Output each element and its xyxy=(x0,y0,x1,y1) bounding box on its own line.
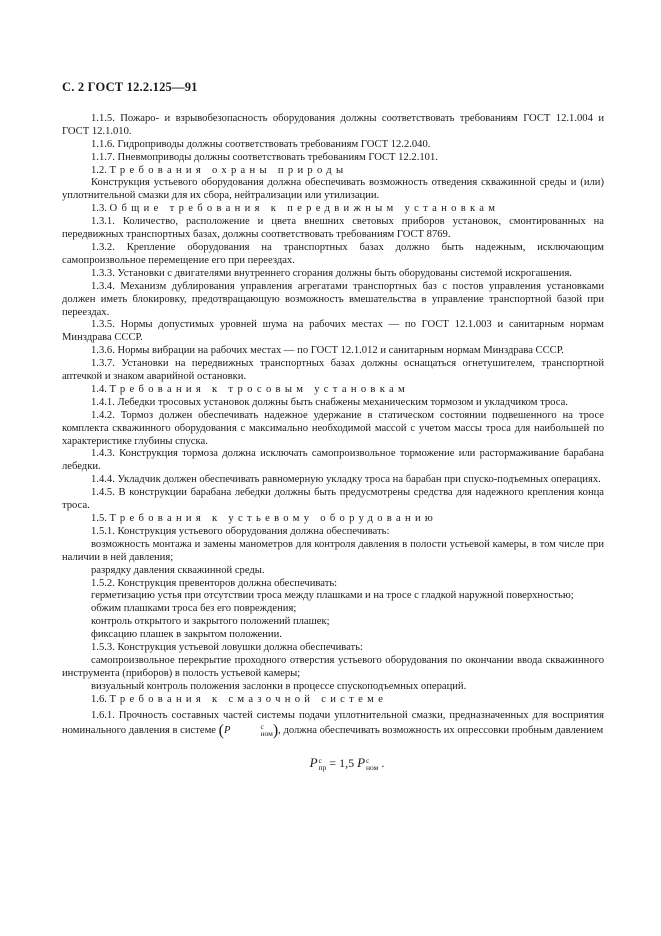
section-title: Требования к смазочной системе xyxy=(109,693,388,705)
formula-p-nom: P xyxy=(357,755,366,771)
formula-test-pressure xyxy=(62,757,604,771)
formula-sub-nom: ном xyxy=(366,763,379,773)
paragraph-p152d: фиксацию плашек в закрытом положении. xyxy=(91,629,282,641)
paragraph-p151: 1.5.1. Конструкция устьевого оборудования должна обеспечивать: xyxy=(91,525,390,537)
section-number: 1.6. xyxy=(91,693,107,705)
section-number: 1.5. xyxy=(91,513,107,524)
formula-sup-2: с xyxy=(366,756,370,766)
paragraph-p152: 1.5.2. Конструкция превенторов должна обеспечивать: xyxy=(91,577,338,589)
paragraph-p144: 1.4.4. Укладчик должен обеспечивать равномерную укладку троса на барабан при спуско-подъемных операциях. xyxy=(91,474,601,486)
section-heading-p16 xyxy=(62,694,604,707)
section-heading-p12 xyxy=(62,165,604,178)
paragraph-p161 xyxy=(62,710,604,738)
formula-sub-pr: пр xyxy=(318,763,327,773)
paragraph-p151b: разрядку давления скважинной среды. xyxy=(91,564,265,576)
paragraph-p136: 1.3.6. Нормы вибрации на рабочих местах — по ГОСТ 12.1.012 и санитарным нормам Минздрава СССР. xyxy=(91,345,564,357)
paragraph-p137: 1.3.7. Установки на передвижных транспортных базах должны оснащаться огнетушителем, транспортной аптечкой и знаком аварийной остановки. xyxy=(62,358,604,383)
paragraph-p131: 1.3.1. Количество, расположение и цвета внешних световых приборов установок, смонтированных на передвижных транспортных базах, должны соответствовать требованиям ГОСТ 8769. xyxy=(62,216,604,241)
paragraph-p115: 1.1.5. Пожаро- и взрывобезопасность оборудования должны соответствовать требованиям ГОСТ 12.1.004 и ГОСТ 12.1.010. xyxy=(62,112,604,137)
section-heading-p14 xyxy=(62,384,604,397)
formula-p-pr: P xyxy=(309,755,318,771)
paragraph-p132: 1.3.2. Крепление оборудования на транспортных базах должно быть надежным, исключающим самопроизвольное перемещение его при переездах. xyxy=(62,241,604,266)
inline-formula-p-nom: (P с ном ) xyxy=(218,721,279,739)
section-number: 1.4. xyxy=(91,383,107,395)
inline-sup: с xyxy=(260,721,264,731)
formula-equals: = 1,5 xyxy=(329,756,355,771)
paragraph-p135: 1.3.5. Нормы допустимых уровней шума на рабочих местах — по ГОСТ 12.1.003 и санитарным нормам Минздрава СССР. xyxy=(62,319,604,344)
section-heading-p15 xyxy=(62,513,604,526)
formula-period: . xyxy=(381,756,385,771)
paragraph-p151a: возможность монтажа и замены манометров для контроля давления в полости устьевой камеры, в том числе при наличии в ней давления; xyxy=(62,538,604,563)
section-number: 1.2. xyxy=(91,164,107,176)
paragraph-p153a: самопроизвольное перекрытие проходного отверстия устьевого оборудования по окончании ввода скважинного инструмента (приборов) в полость устьевой камеры; xyxy=(62,654,604,679)
paragraph-p12a: Конструкция устьевого оборудования должна обеспечивать возможность отведения скважинной среды и (или) уплотнительной смазки для их сбора, нейтрализации или утилизации. xyxy=(62,177,604,202)
paragraph-p153b: визуальный контроль положения заслонки в процессе спускоподъемных операций. xyxy=(91,680,467,692)
paragraph-text-before: 1.6.1. Прочность составных частей системы подачи уплотнительной смазки, предназначенных для восприятия номинального давления в системе xyxy=(62,709,604,736)
section-title: Общие требования к передвижным установкам xyxy=(109,203,500,215)
paragraph-p133: 1.3.3. Установки с двигателями внутреннего сгорания должны быть оборудованы системой искрогашения. xyxy=(91,267,573,279)
formula-sup: с xyxy=(318,756,322,766)
section-title: Требования охраны природы xyxy=(109,164,348,176)
paragraph-p152b: обжим плашками троса без его повреждения; xyxy=(91,603,297,615)
inline-p: P xyxy=(223,724,231,736)
inline-sub-nom: ном xyxy=(260,728,273,738)
section-number: 1.3. xyxy=(91,203,107,215)
paragraph-p134: 1.3.4. Механизм дублирования управления агрегатами транспортных баз с постов управления установками должен иметь блокировку, предотвращающую возможность вмешательства в управление транспортной базой при переездах. xyxy=(62,280,604,318)
paragraph-p145: 1.4.5. В конструкции барабана лебедки должны быть предусмотрены средства для надежного крепления конца троса. xyxy=(62,487,604,512)
section-title: Требования к тросовым установкам xyxy=(109,383,410,395)
document-body xyxy=(62,113,604,738)
paragraph-p142: 1.4.2. Тормоз должен обеспечивать надежное удержание в статическом состоянии подвешенного на тросе комплекта скважинного оборудования с максимально необходимой массой с учетом массы троса для наибольшей по характеристике глубины спуска. xyxy=(62,409,604,447)
paragraph-p152a: герметизацию устья при отсутствии троса между плашками и на тросе с гладкой наружной поверхностью; xyxy=(91,590,574,602)
paragraph-p116: 1.1.6. Гидроприводы должны соответствовать требованиям ГОСТ 12.2.040. xyxy=(91,138,431,150)
section-heading-p13 xyxy=(62,203,604,216)
paragraph-text-after: , должна обеспечивать возможность их опрессовки пробным давлением xyxy=(278,724,604,736)
paragraph-p152c: контроль открытого и закрытого положений плашек; xyxy=(91,616,330,628)
section-title: Требования к устьевому оборудованию xyxy=(109,513,438,524)
paragraph-p117: 1.1.7. Пневмоприводы должны соответствовать требованиям ГОСТ 12.2.101. xyxy=(91,151,438,163)
page-header: С. 2 ГОСТ 12.2.125—91 xyxy=(62,80,198,94)
paragraph-p153: 1.5.3. Конструкция устьевой ловушки должна обеспечивать: xyxy=(91,642,363,654)
paragraph-p143: 1.4.3. Конструкция тормоза должна исключать самопроизвольное торможение или растормаживание барабана лебедки. xyxy=(62,448,604,473)
paragraph-p141: 1.4.1. Лебедки тросовых установок должны быть снабжены механическим тормозом и укладчиком троса. xyxy=(91,396,568,408)
